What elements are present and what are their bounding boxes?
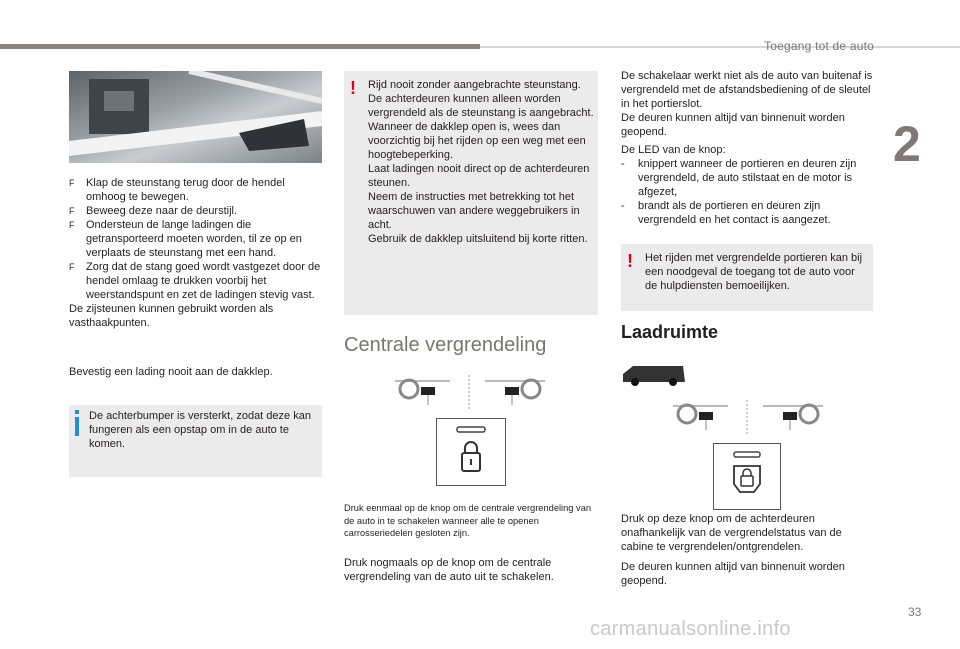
paragraph: Bevestig een lading nooit aan de dakklep. <box>69 366 273 378</box>
list-item: F Ondersteun de lange ladingen die getransporteerd moeten worden, til ze op en verplaats de steunstang met een hand. <box>69 219 302 259</box>
list-item: - brandt als de portieren en deuren zijn vergrendeld en het contact is aangezet. <box>621 200 831 226</box>
header-rule <box>480 46 960 48</box>
list-item: F Beweeg deze naar de deurstijl. <box>69 205 238 217</box>
list-item: F Zorg dat de stang goed wordt vastgezet door de hendel omlaag te drukken voorbij het weerstandspunt en zet de ladingen stevig vast. <box>69 261 321 301</box>
paragraph: De deuren kunnen altijd van binnenuit worden geopend. <box>621 561 845 587</box>
cargo-lock-icon <box>714 444 780 509</box>
steering-wheel-icon <box>763 405 823 430</box>
warning-icon: ! <box>627 251 633 271</box>
info-box: De achterbumper is versterkt, zodat deze kan fungeren als een opstap om in de auto te komen. <box>69 405 322 477</box>
figure-caption: Druk eenmaal op de knop om de centrale vergrendeling van de auto in te schakelen wanneer alle te openen carrosseriedelen gesloten zijn. <box>344 503 592 538</box>
warning-text: Rijd nooit zonder aangebrachte steunstang. De achterdeuren kunnen alleen worden vergrendeld als de steunstang is aangebracht. Wanneer de dakklep open is, wees dan voorzichtig bij het rijden op een weg met een hoogtebeperking. Laat ladingen nooit direct op de achterdeuren steunen. Neem de instructies met betrekking tot het waarschuwen van andere weggebruikers in acht. Gebruik de dakklep uitsluitend bij korte ritten. <box>368 79 594 245</box>
dashboard-diagram <box>395 375 545 411</box>
page-number: 33 <box>908 605 922 619</box>
col1-text <box>69 176 324 330</box>
section-title-cargo: Laadruimte <box>621 322 719 342</box>
warning-box <box>344 71 598 315</box>
steering-wheel-icon <box>485 380 545 405</box>
watermark: carmanualsonline.info <box>590 618 791 640</box>
info-icon <box>74 410 78 434</box>
paragraph: Druk nogmaals op de knop om de centrale vergrendeling van de auto uit te schakelen. <box>344 557 554 583</box>
list-item: F Klap de steunstang terug door de hendel omhoog te bewegen. <box>69 177 285 203</box>
paragraph: De zijsteunen kunnen gebruikt worden als vasthaakpunten. <box>69 303 274 329</box>
page-header-title: Toegang tot de auto <box>764 39 874 53</box>
steering-wheel-icon <box>673 405 728 430</box>
warning-icon: ! <box>350 78 356 98</box>
roof-bar-illustration <box>69 71 322 163</box>
header-bar <box>0 44 480 49</box>
steering-wheel-icon <box>395 380 450 405</box>
dashboard-diagram <box>673 400 823 436</box>
col3-text: De schakelaar werkt niet als de auto van buitenaf is vergrendeld met de afstandsbediening of de sleutel in het portierslot. De deuren kunnen altijd van binnenuit worden geopend. De LED van de knop: - knippert wanneer de portieren en deuren zijn vergrendeld, de auto stilstaat en de motor is afgezet, - brandt als de portieren en deuren zijn vergrendeld en het contact is aangezet. <box>621 69 875 227</box>
cargo-lock-button[interactable] <box>713 443 781 510</box>
chapter-number: 2 <box>893 116 921 172</box>
central-lock-button[interactable] <box>436 418 506 486</box>
paragraph: Druk op deze knop om de achterdeuren onafhankelijk van de vergrendelstatus van de cabine te vergrendelen/ontgrendelen. <box>621 513 842 553</box>
van-icon <box>621 360 687 388</box>
roof-flap-photo <box>69 71 322 163</box>
padlock-icon <box>437 419 505 485</box>
list-item: - knippert wanneer de portieren en deuren zijn vergrendeld, de auto stilstaat en de motor is afgezet, <box>621 158 857 198</box>
warning-box: ! Het rijden met vergrendelde portieren kan bij een noodgeval de toegang tot de auto voor de hulpdiensten bemoeilijken. <box>621 244 873 311</box>
section-title-central-locking: Centrale vergrendeling <box>344 334 547 356</box>
